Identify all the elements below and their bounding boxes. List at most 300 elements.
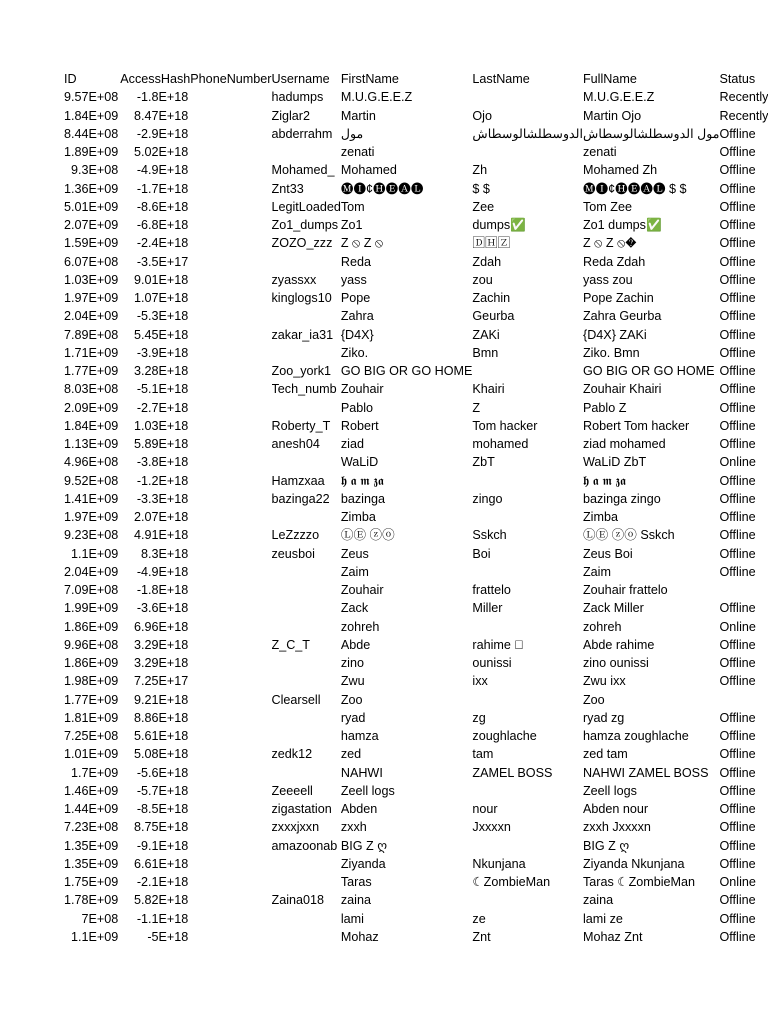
table-row [64,234,768,252]
table-row [64,782,768,800]
table-row [64,380,768,398]
firstname-cell: Zimba [340,510,376,524]
fullname-cell: zed tam [582,747,628,762]
username-cell [272,618,341,636]
phonenumber-cell [190,691,271,709]
id-cell: 8.03E+08 [64,382,119,397]
firstname-cell: Zoo [340,692,363,707]
phonenumber-cell [190,928,271,946]
firstname-cell: Reda [340,254,371,269]
lastname-cell: Znt [472,929,491,944]
phonenumber-cell [190,161,271,179]
phonenumber-cell [190,216,271,234]
fullname-cell: GO BIG OR GO HOME [582,364,715,378]
username-cell: Zaina018 [271,893,325,908]
accesshash-cell: 2.07E+18 [134,510,189,524]
status-cell: Offline [719,802,756,816]
lastname-cell: nour [472,802,498,816]
id-cell: 7.89E+08 [64,327,119,342]
username-cell [272,508,341,526]
accesshash-cell: -9.1E+18 [136,838,189,853]
fullname-cell: bazinga zingo [582,491,661,506]
id-cell: 6.07E+08 [64,254,119,269]
status-cell: Offline [719,291,756,305]
fullname-cell: Martin Ojo [582,108,642,123]
id-cell: 1.84E+09 [64,108,119,123]
accesshash-cell: 9.21E+18 [134,692,189,707]
fullname-cell: Taras ☾ZombieMan [582,875,696,889]
username-cell: zigastation [271,802,332,816]
status-cell: Offline [719,181,756,196]
status-cell: Offline [719,491,756,506]
table-row [64,745,768,763]
id-cell: 9.52E+08 [64,473,119,488]
id-cell: 2.04E+09 [64,564,119,579]
fullname-cell: 🅜🅘¢🅗🅔🅐🅛 $ $ [582,181,687,196]
accesshash-cell: -3.8E+18 [136,455,189,470]
table-row [64,326,768,344]
fullname-cell: hamza zoughlache [582,729,689,743]
username-cell [272,563,341,581]
status-cell: Offline [719,765,756,780]
column-header-phonenumber: PhoneNumber [190,72,272,86]
accesshash-cell: 1.07E+18 [134,291,189,305]
username-cell: Hamzxaa [271,473,325,488]
phonenumber-cell [190,891,271,909]
id-cell: 5.01E+09 [64,199,119,214]
status-cell: Offline [719,729,756,743]
lastname-cell: mohamed [472,437,529,451]
status-cell: Online [719,455,756,470]
lastname-cell: Boi [472,546,491,561]
table-row [64,800,768,818]
accesshash-cell: 5.82E+18 [134,893,189,908]
username-cell [272,764,341,782]
username-cell [272,581,341,599]
fullname-cell: Mohaz Znt [582,929,643,944]
firstname-cell: {D4X} [340,327,374,342]
phonenumber-cell [190,472,271,490]
id-cell: 1.97E+09 [64,510,119,524]
firstname-cell: Ziyanda [340,856,386,871]
fullname-cell: BIG Z ღ [582,838,630,853]
id-cell: 7E+08 [81,911,119,926]
username-cell: zedk12 [271,747,313,762]
table-row [64,362,768,380]
lastname-cell: ounissi [472,656,512,670]
id-cell: 1.41E+09 [64,491,119,506]
accesshash-cell: -3.6E+18 [136,601,189,616]
lastname-cell: $ $ [472,181,490,196]
phonenumber-cell [190,380,271,398]
id-cell: 7.09E+08 [64,583,119,597]
lastname-cell: Khairi [472,382,505,397]
fullname-cell: zxxh Jxxxxn [582,820,651,835]
table-row [64,453,768,471]
accesshash-cell: 3.29E+18 [134,656,189,670]
phonenumber-cell [190,545,271,563]
table-row [64,599,768,617]
firstname-cell: Abde [340,637,371,652]
fullname-cell: Pablo Z [582,400,627,415]
username-cell: LegitLoaded [271,199,341,214]
table-row [64,526,768,544]
username-cell [272,672,341,690]
fullname-cell: WaLiD ZbT [582,455,647,470]
table-row [64,472,768,490]
firstname-cell: Abden [340,802,378,816]
phonenumber-cell [190,855,271,873]
table-row [64,344,768,362]
spreadsheet [64,70,768,946]
status-cell: Offline [719,564,756,579]
phonenumber-cell [190,508,271,526]
firstname-cell: zed [340,747,362,762]
accesshash-cell: 6.61E+18 [134,856,189,871]
table-row [64,289,768,307]
firstname-cell: Zahra [340,309,374,324]
table-row [64,198,768,216]
username-cell: Ziglar2 [271,108,310,123]
firstname-cell: Mohaz [340,929,379,944]
id-cell: 9.3E+08 [71,163,119,178]
table-row [64,691,768,709]
accesshash-cell: -5.3E+18 [136,309,189,324]
username-cell [272,307,341,325]
contacts-table [64,70,768,946]
lastname-cell [472,362,583,380]
firstname-cell: مول [340,126,364,141]
id-cell: 9.57E+08 [64,90,119,105]
lastname-cell: Ojo [472,108,492,123]
username-cell [272,910,341,928]
table-row [64,399,768,417]
username-cell [272,727,341,745]
fullname-cell: Zouhair Khairi [582,382,662,397]
lastname-cell: Zh [472,163,488,178]
username-cell: zxxxjxxn [271,820,320,835]
fullname-cell: yass zou [582,272,633,287]
phonenumber-cell [190,800,271,818]
firstname-cell: Z ⦸ Z ⦸ [340,236,384,251]
accesshash-cell: 9.01E+18 [134,272,189,287]
status-cell: Offline [719,546,756,561]
status-cell: Offline [719,510,756,524]
firstname-cell: lami [340,911,364,926]
username-cell: zakar_ia31 [271,327,334,342]
lastname-cell: Zee [472,199,495,214]
status-cell: Offline [719,911,756,926]
table-row [64,618,768,636]
username-cell: Mohamed_ [271,163,335,178]
fullname-cell: Zoo [582,692,605,707]
table-row [64,672,768,690]
accesshash-cell: -2.9E+18 [136,126,189,141]
firstname-cell: GO BIG OR GO HOME [340,364,473,378]
id-cell: 1.1E+09 [71,929,119,944]
lastname-cell: Sskch [472,528,507,543]
firstname-cell: zaina [340,893,371,908]
firstname-cell: Ziko. [340,345,369,360]
phonenumber-cell [190,88,271,106]
fullname-cell: ryad zg [582,710,625,725]
fullname-cell: Zimba [582,510,618,524]
id-cell: 1.78E+09 [64,893,119,908]
username-cell [272,654,341,672]
table-row [64,435,768,453]
table-row [64,818,768,836]
id-cell: 1.13E+09 [64,437,119,451]
table-row [64,508,768,526]
id-cell: 7.23E+08 [64,820,119,835]
table-row [64,107,768,125]
lastname-cell: zou [472,272,493,287]
status-cell: Offline [719,710,756,725]
accesshash-cell: -6.8E+18 [136,218,189,232]
username-cell [272,399,341,417]
username-cell: Zoo_york1 [271,364,332,378]
id-cell: 1.59E+09 [64,236,119,251]
fullname-cell: Zack Miller [582,601,644,616]
phonenumber-cell [190,435,271,453]
lastname-cell [472,837,583,855]
lastname-cell: Jxxxxn [472,820,511,835]
table-row [64,837,768,855]
firstname-cell: zxxh [340,820,367,835]
firstname-cell: ⓁⒺ ⓩⓞ [340,528,395,543]
accesshash-cell: 8.47E+18 [134,108,189,123]
accesshash-cell: -1.1E+18 [136,911,189,926]
username-cell [272,344,341,362]
phonenumber-cell [190,837,271,855]
accesshash-cell: -8.5E+18 [136,802,189,816]
phonenumber-cell [190,745,271,763]
fullname-cell: Zouhair frattelo [582,583,668,597]
table-row [64,855,768,873]
phonenumber-cell [190,654,271,672]
id-cell: 1.35E+09 [64,856,119,871]
status-cell: Offline [719,437,756,451]
status-cell: Offline [719,674,756,689]
firstname-cell: zino [340,656,364,670]
fullname-cell: Zeus Boi [582,546,633,561]
phonenumber-cell [190,563,271,581]
accesshash-cell: -1.8E+18 [136,583,189,597]
firstname-cell: Tom [340,199,365,214]
status-cell: Offline [719,272,756,287]
lastname-cell: dumps✅ [472,218,526,232]
fullname-cell: Zeell logs [582,783,637,798]
accesshash-cell: -2.1E+18 [136,875,189,889]
firstname-cell: Pablo [340,400,374,415]
phonenumber-cell [190,180,271,198]
phonenumber-cell [190,581,271,599]
lastname-cell [472,508,583,526]
lastname-cell: Nkunjana [472,856,526,871]
username-cell: zeusboi [271,546,315,561]
username-cell: Tech_numb [271,382,337,397]
id-cell: 1.44E+09 [64,802,119,816]
status-cell: Offline [719,601,756,616]
firstname-cell: Zo1 [340,218,363,232]
status-cell: Recently [719,90,768,105]
fullname-cell: ziad mohamed [582,437,666,451]
phonenumber-cell [190,453,271,471]
id-cell: 1.36E+09 [64,181,119,196]
username-cell: zyassxx [271,272,317,287]
phonenumber-cell [190,599,271,617]
accesshash-cell: 4.91E+18 [134,528,189,543]
fullname-cell: Z ⦸ Z ⦸� [582,236,637,251]
fullname-cell: Zaim [582,564,611,579]
firstname-cell: Zaim [340,564,369,579]
table-row [64,88,768,106]
id-cell: 7.25E+08 [64,729,119,743]
column-header-username: Username [271,72,330,86]
table-row [64,891,768,909]
username-cell: Zo1_dumps [271,218,339,232]
id-cell: 4.96E+08 [64,455,119,470]
id-cell: 8.44E+08 [64,126,119,141]
accesshash-cell: 5.02E+18 [134,145,189,159]
status-cell: Offline [719,820,756,835]
phonenumber-cell [190,818,271,836]
status-cell: Offline [719,126,756,141]
lastname-cell: ixx [472,674,488,689]
status-cell: Offline [719,783,756,798]
fullname-cell: Abde rahime [582,637,655,652]
status-cell: Online [719,875,756,889]
accesshash-cell: -5.6E+18 [136,765,189,780]
table-row [64,216,768,234]
firstname-cell: NAHWI [340,765,383,780]
phonenumber-cell [190,107,271,125]
id-cell: 1.01E+09 [64,747,119,762]
id-cell: 1.35E+09 [64,838,119,853]
phonenumber-cell [190,782,271,800]
firstname-cell: Mohamed [340,163,397,178]
id-cell: 9.96E+08 [64,637,119,652]
status-cell: Offline [719,656,756,670]
id-cell: 1.77E+09 [64,692,119,707]
status-cell: Offline [719,473,756,488]
lastname-cell: Z [472,400,481,415]
username-cell: Zeeeell [271,783,313,798]
table-row [64,417,768,435]
fullname-cell: Abden nour [582,802,649,816]
lastname-cell [472,891,583,909]
firstname-cell: ziad [340,437,364,451]
firstname-cell: ryad [340,710,366,725]
phonenumber-cell [190,234,271,252]
lastname-cell: Bmn [472,345,499,360]
firstname-cell: Martin [340,108,376,123]
id-cell: 1.77E+09 [64,364,119,378]
username-cell [272,599,341,617]
firstname-cell: 𝖍 𝖆 𝖒 𝖟𝖆 [340,473,384,488]
lastname-cell [472,691,583,709]
table-row [64,271,768,289]
accesshash-cell: 6.96E+18 [134,619,189,634]
status-cell: Offline [719,528,756,543]
fullname-cell: Zahra Geurba [582,309,662,324]
lastname-cell: 🄳🄷🅉 [472,236,511,251]
lastname-cell: Tom hacker [472,418,538,433]
username-cell: abderrahm [271,126,333,141]
firstname-cell: WaLiD [340,455,379,470]
phonenumber-cell [190,417,271,435]
lastname-cell [472,563,583,581]
accesshash-cell: -3.3E+18 [136,491,189,506]
column-header-firstname: FirstName [340,72,399,86]
lastname-cell: zoughlache [472,729,537,743]
accesshash-cell: 5.08E+18 [134,747,189,762]
username-cell [272,143,341,161]
id-cell: 1.98E+09 [64,674,119,689]
phonenumber-cell [190,362,271,380]
table-row [64,143,768,161]
firstname-cell: bazinga [340,491,385,506]
accesshash-cell: -8.6E+18 [136,199,189,214]
phonenumber-cell [190,271,271,289]
username-cell [272,855,341,873]
fullname-cell: Mohamed Zh [582,163,658,178]
fullname-cell: Reda Zdah [582,254,646,269]
lastname-cell: zg [472,710,486,725]
table-row [64,910,768,928]
status-cell: Offline [719,145,756,159]
firstname-cell: Robert [340,418,379,433]
id-cell: 1.99E+09 [64,601,119,616]
accesshash-cell: 5.45E+18 [134,327,189,342]
accesshash-cell: 5.89E+18 [134,437,189,451]
status-cell [719,691,768,709]
id-cell: 1.86E+09 [64,619,119,634]
id-cell: 1.46E+09 [64,783,119,798]
header-row [64,70,768,88]
phonenumber-cell [190,910,271,928]
table-row [64,873,768,891]
accesshash-cell: -5.7E+18 [136,783,189,798]
status-cell: Offline [719,382,756,397]
fullname-cell: 𝖍 𝖆 𝖒 𝖟𝖆 [582,473,627,488]
username-cell [272,453,341,471]
lastname-cell [472,782,583,800]
status-cell: Offline [719,856,756,871]
lastname-cell: frattelo [472,583,511,597]
lastname-cell: Miller [472,601,503,616]
status-cell: Offline [719,218,756,232]
firstname-cell: hamza [340,729,379,743]
firstname-cell: zohreh [340,619,380,634]
username-cell: Znt33 [271,181,304,196]
column-header-accesshash: AccessHash [120,72,191,86]
lastname-cell: zingo [472,491,503,506]
table-row [64,490,768,508]
status-cell: Offline [719,637,756,652]
phonenumber-cell [190,727,271,745]
id-cell: 1.89E+09 [64,145,119,159]
fullname-cell: NAHWI ZAMEL BOSS [582,765,709,780]
id-cell: 1.81E+09 [64,710,119,725]
table-row [64,125,768,143]
phonenumber-cell [190,526,271,544]
id-cell: 2.07E+09 [64,218,119,232]
status-cell: Offline [719,163,756,178]
table-row [64,581,768,599]
table-row [64,636,768,654]
lastname-cell: الدوسطلشالوسطاش [472,126,583,141]
